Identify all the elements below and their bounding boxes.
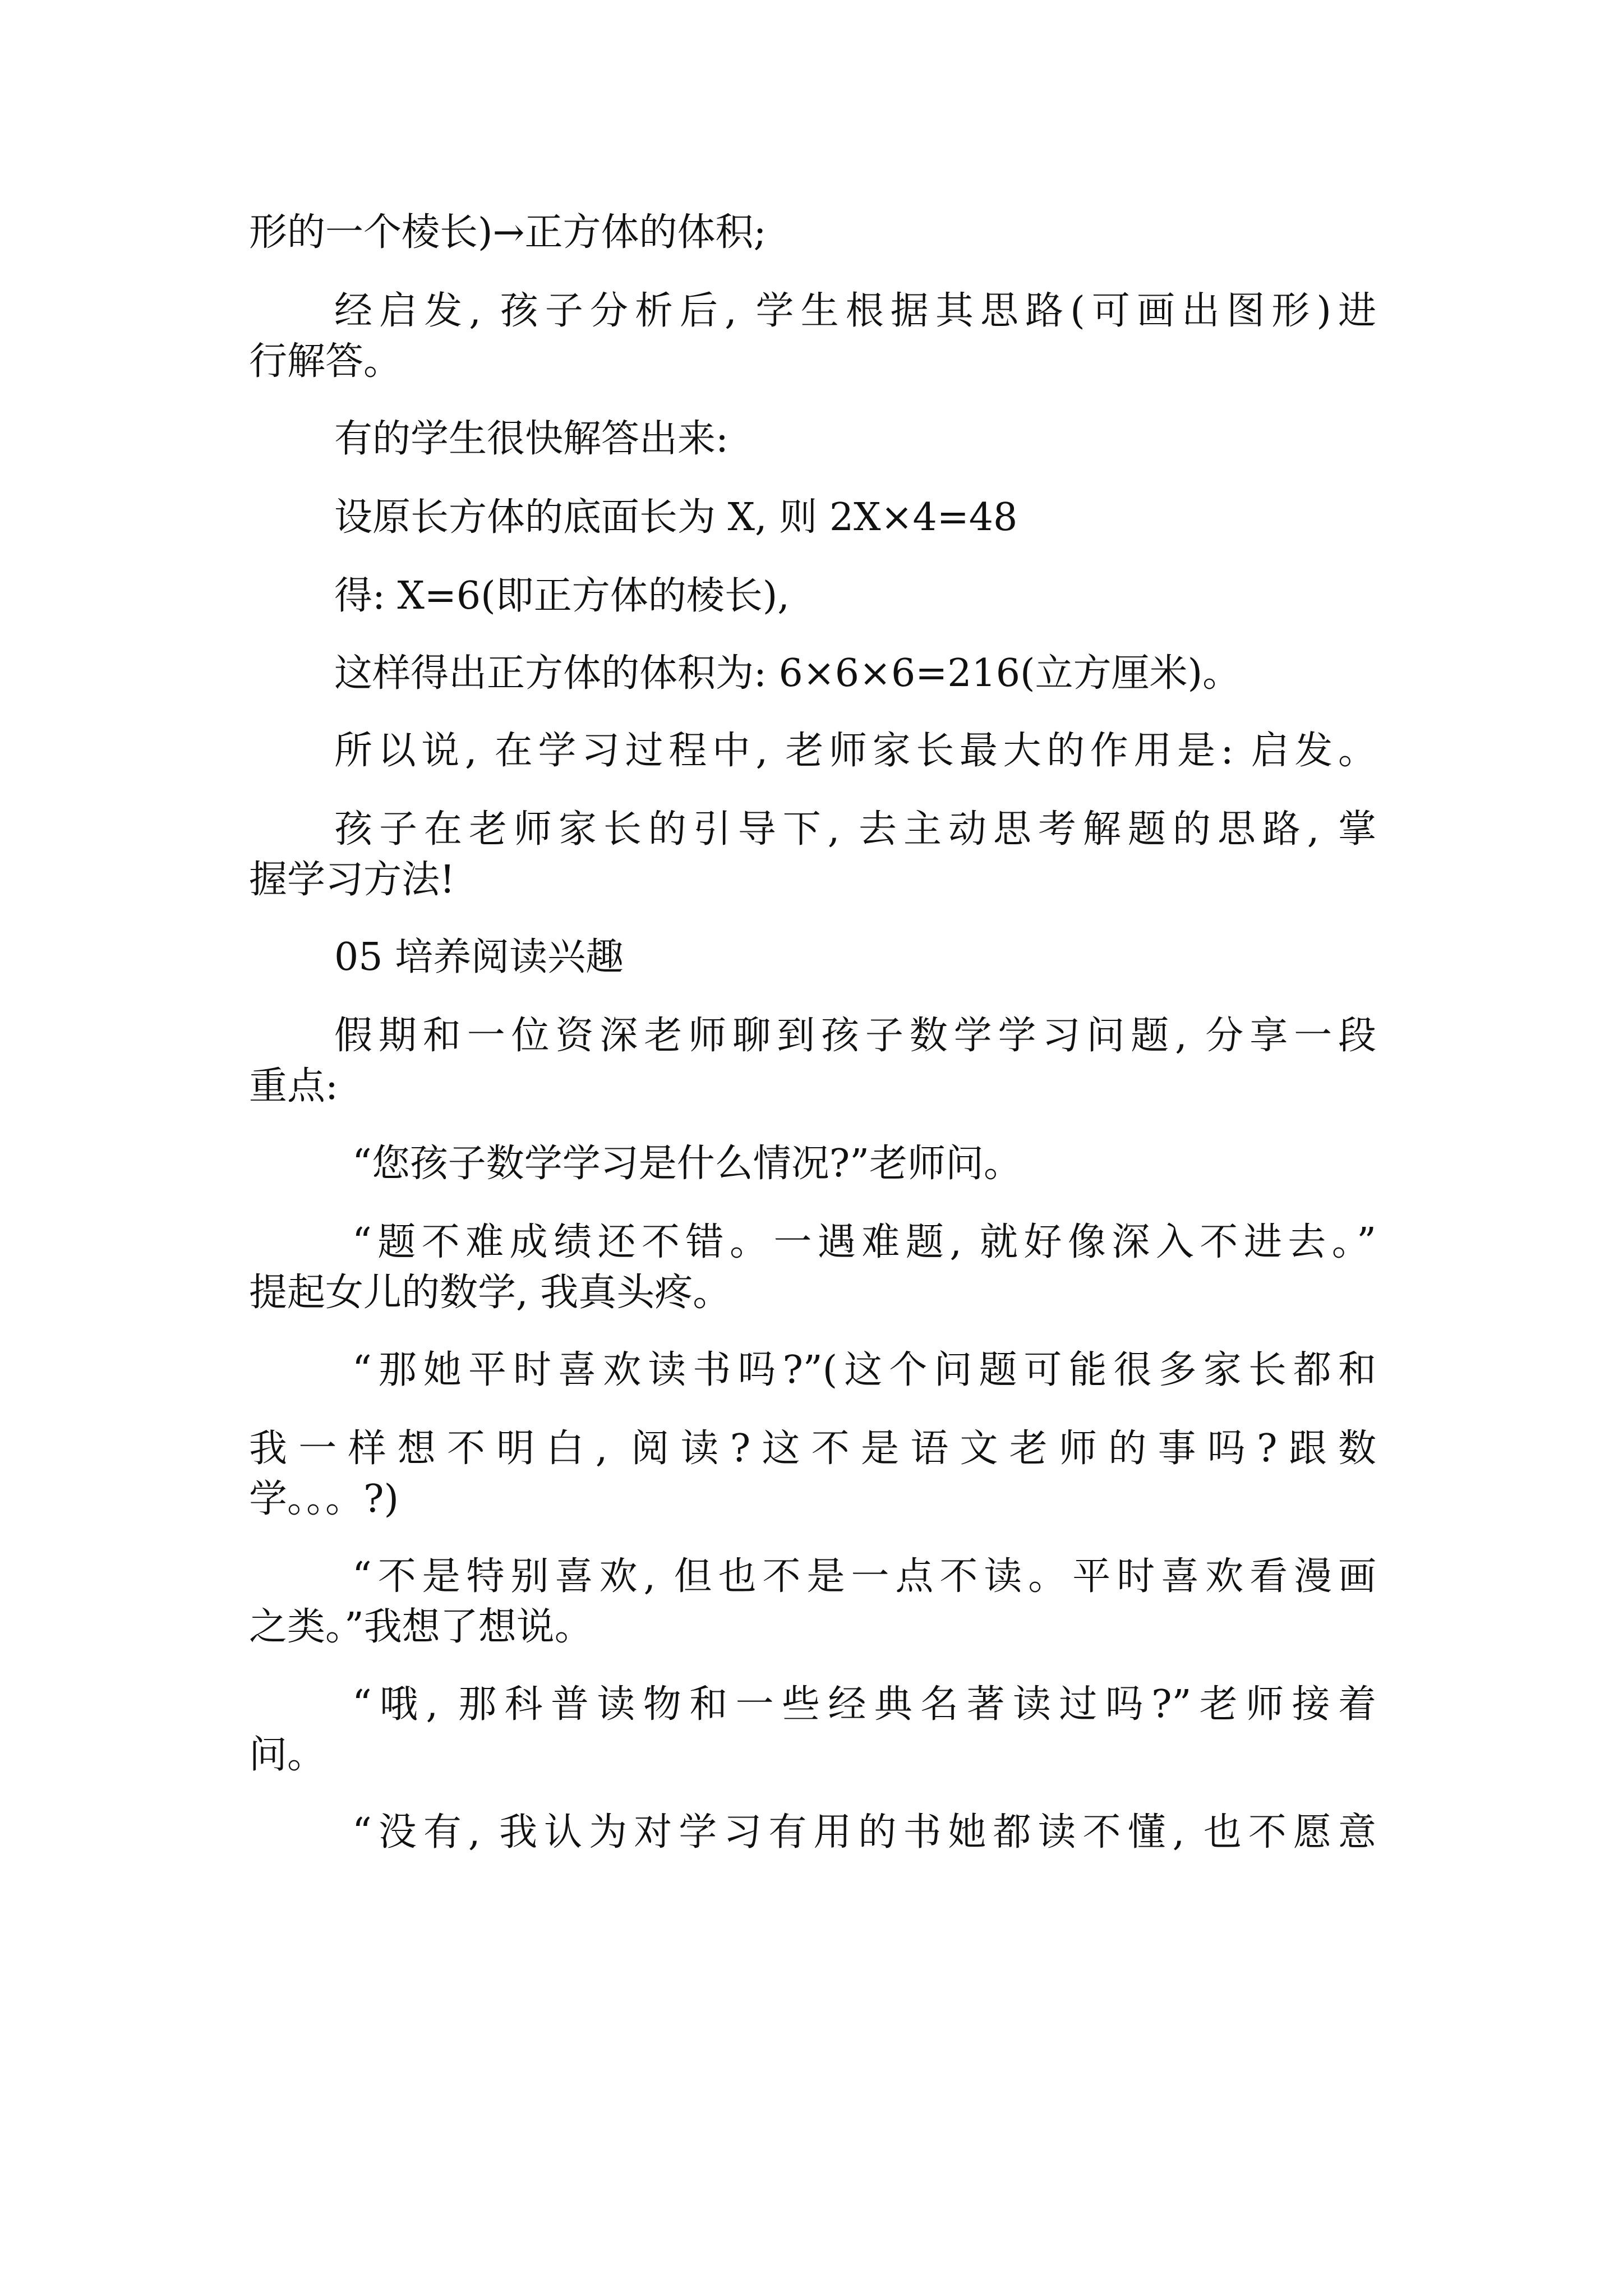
text-line: 经启发, 孩子分析后, 学生根据其思路(可画出图形)进	[334, 289, 1376, 333]
text-line: “那她平时喜欢读书吗?”(这个问题可能很多家长都和	[352, 1348, 1376, 1392]
text-line: 握学习方法!	[249, 858, 455, 902]
text-line: “哦, 那科普读物和一些经典名著读过吗?”老师接着	[352, 1682, 1376, 1727]
text-line: 之类。”我想了想说。	[249, 1605, 593, 1649]
text-line: “题不难成绩还不错。一遇难题, 就好像深入不进去。”	[352, 1220, 1376, 1264]
text-line: 学。。。?)	[249, 1477, 399, 1521]
text-line: 提起女儿的数学, 我真头疼。	[249, 1271, 731, 1315]
text-line: “没有, 我认为对学习有用的书她都读不懂, 也不愿意	[352, 1810, 1376, 1855]
text-line: 重点:	[249, 1064, 338, 1108]
text-line: “您孩子数学学习是什么情况?”老师问。	[352, 1142, 1022, 1186]
text-line: 这样得出正方体的体积为: 6×6×6=216(立方厘米)。	[334, 651, 1241, 696]
text-line: 我一样想不明白, 阅读?这不是语文老师的事吗?跟数	[249, 1427, 1376, 1471]
text-line: 行解答。	[249, 339, 402, 384]
text-line: 问。	[249, 1733, 326, 1777]
text-line: 所以说, 在学习过程中, 老师家长最大的作用是: 启发。	[334, 729, 1376, 773]
text-line: “不是特别喜欢, 但也不是一点不读。平时喜欢看漫画	[352, 1554, 1376, 1599]
section-heading: 05 培养阅读兴趣	[334, 935, 624, 979]
text-line: 得: X=6(即正方体的棱长),	[334, 574, 790, 618]
text-line: 孩子在老师家长的引导下, 去主动思考解题的思路, 掌	[334, 807, 1376, 852]
text-line: 有的学生很快解答出来:	[334, 417, 728, 461]
text-line: 形的一个棱长)→正方体的体积;	[249, 210, 767, 255]
text-line: 设原长方体的底面长为 X, 则 2X×4=48	[334, 495, 1018, 540]
text-line: 假期和一位资深老师聊到孩子数学学习问题, 分享一段	[334, 1014, 1376, 1058]
